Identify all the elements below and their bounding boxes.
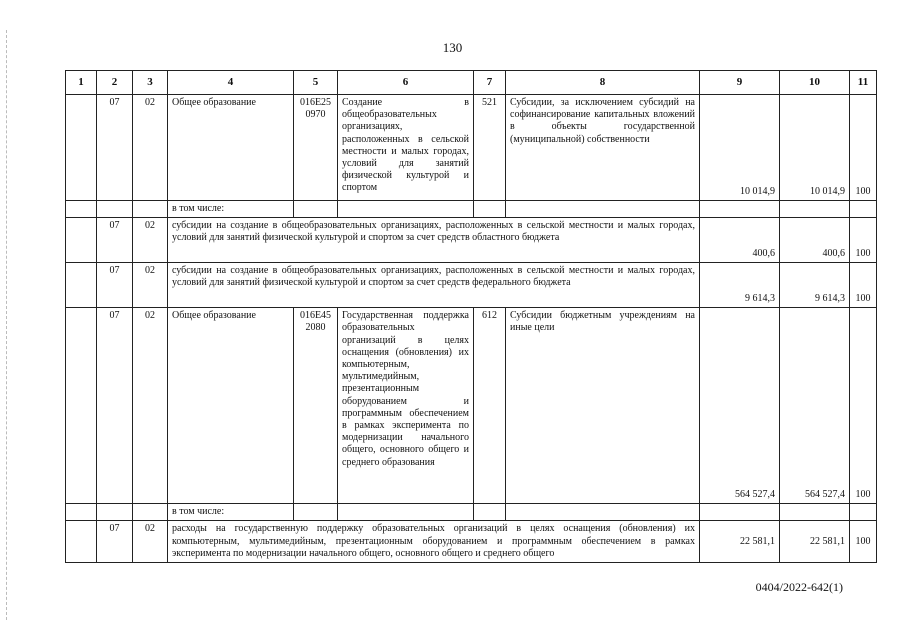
header-col-10: 10: [780, 71, 850, 95]
header-col-6: 6: [338, 71, 474, 95]
cell-target-code: 016E25 0970: [294, 95, 338, 201]
header-col-3: 3: [133, 71, 168, 95]
header-col-1: 1: [66, 71, 97, 95]
header-row: [66, 71, 877, 95]
cell-percent: 100: [850, 263, 877, 308]
cell-expense-type: 612: [474, 308, 506, 504]
cell-amount-plan: 9 614,3: [700, 263, 780, 308]
cell-section: 07: [97, 521, 133, 563]
cell-amount-plan: 564 527,4: [700, 308, 780, 504]
cell-section: 07: [97, 308, 133, 504]
cell-amount-plan: 22 581,1: [700, 521, 780, 563]
cell-percent: 100: [850, 95, 877, 201]
cell-subsection: 02: [133, 521, 168, 563]
header-col-2: 2: [97, 71, 133, 95]
header-col-4: 4: [168, 71, 294, 95]
header-col-8: 8: [506, 71, 700, 95]
cell-subsection: 02: [133, 263, 168, 308]
cell-amount-actual: 400,6: [780, 218, 850, 263]
cell-section: 07: [97, 218, 133, 263]
cell-subsection: 02: [133, 308, 168, 504]
table-row: [66, 504, 877, 521]
cell-section: 07: [97, 263, 133, 308]
cell-col-1: [66, 263, 97, 308]
cell-col-1: [66, 308, 97, 504]
cell-percent: 100: [850, 218, 877, 263]
cell-col-1: [66, 521, 97, 563]
cell-amount-actual: 22 581,1: [780, 521, 850, 563]
page-number: 130: [442, 40, 463, 55]
cell-amount-plan: 10 014,9: [700, 95, 780, 201]
cell-percent: 100: [850, 521, 877, 563]
cell-merged-description: субсидии на создание в общеобразовательных организациях, расположенных в сельской местности и малых городах, условий для занятий физической культурой и спортом за счет средств областного бюджета: [168, 218, 700, 263]
cell-including-label: в том числе:: [168, 201, 294, 218]
cell-amount-plan: 400,6: [700, 218, 780, 263]
table-row: [66, 263, 877, 308]
cell-name: Общее образование: [168, 308, 294, 504]
cell-subsection: 02: [133, 95, 168, 201]
cell-description: Государственная поддержка образовательных организаций в целях оснащения (обновления) их компьютерным, мультимедийным, презентационным оборудованием и программным обеспечением в рамках эксперимента по модернизации начального общего, основного общего и среднего образования: [338, 308, 474, 504]
header-col-5: 5: [294, 71, 338, 95]
left-margin-line: [6, 30, 7, 620]
table-row: [66, 201, 877, 218]
table-row: [66, 308, 877, 504]
table-row: [66, 218, 877, 263]
cell-merged-description: субсидии на создание в общеобразовательных организациях, расположенных в сельской местности и малых городах, условий для занятий физической культурой и спортом за счет средств федерального бюджета: [168, 263, 700, 308]
cell-name: Общее образование: [168, 95, 294, 201]
budget-table: [65, 70, 877, 563]
cell-percent: 100: [850, 308, 877, 504]
cell-section: 07: [97, 95, 133, 201]
cell-col-1: [66, 95, 97, 201]
header-col-11: 11: [850, 71, 877, 95]
cell-expense-description: Субсидии, за исключением субсидий на софинансирование капитальных вложений в объекты государственной (муниципальной) собственности: [506, 95, 700, 201]
table-row: [66, 95, 877, 201]
cell-expense-description: Субсидии бюджетным учреждениям на иные цели: [506, 308, 700, 504]
cell-amount-actual: 10 014,9: [780, 95, 850, 201]
cell-subsection: 02: [133, 218, 168, 263]
cell-amount-actual: 9 614,3: [780, 263, 850, 308]
header-col-7: 7: [474, 71, 506, 95]
cell-col-1: [66, 218, 97, 263]
cell-including-label: в том числе:: [168, 504, 294, 521]
cell-expense-type: 521: [474, 95, 506, 201]
table-row: [66, 521, 877, 563]
document-code: 0404/2022-642(1): [755, 580, 843, 594]
cell-description: Создание в общеобразовательных организациях, расположенных в сельской местности и малых городах, условий для занятий физической культурой и спортом: [338, 95, 474, 201]
cell-merged-description: расходы на государственную поддержку образовательных организаций в целях оснащения (обновления) их компьютерным, мультимедийным, презентационным оборудованием и программным обеспечением в рамках эксперимента по модернизации начального общего, основного общего и среднего общего: [168, 521, 700, 563]
header-col-9: 9: [700, 71, 780, 95]
cell-amount-actual: 564 527,4: [780, 308, 850, 504]
cell-target-code: 016E45 2080: [294, 308, 338, 504]
